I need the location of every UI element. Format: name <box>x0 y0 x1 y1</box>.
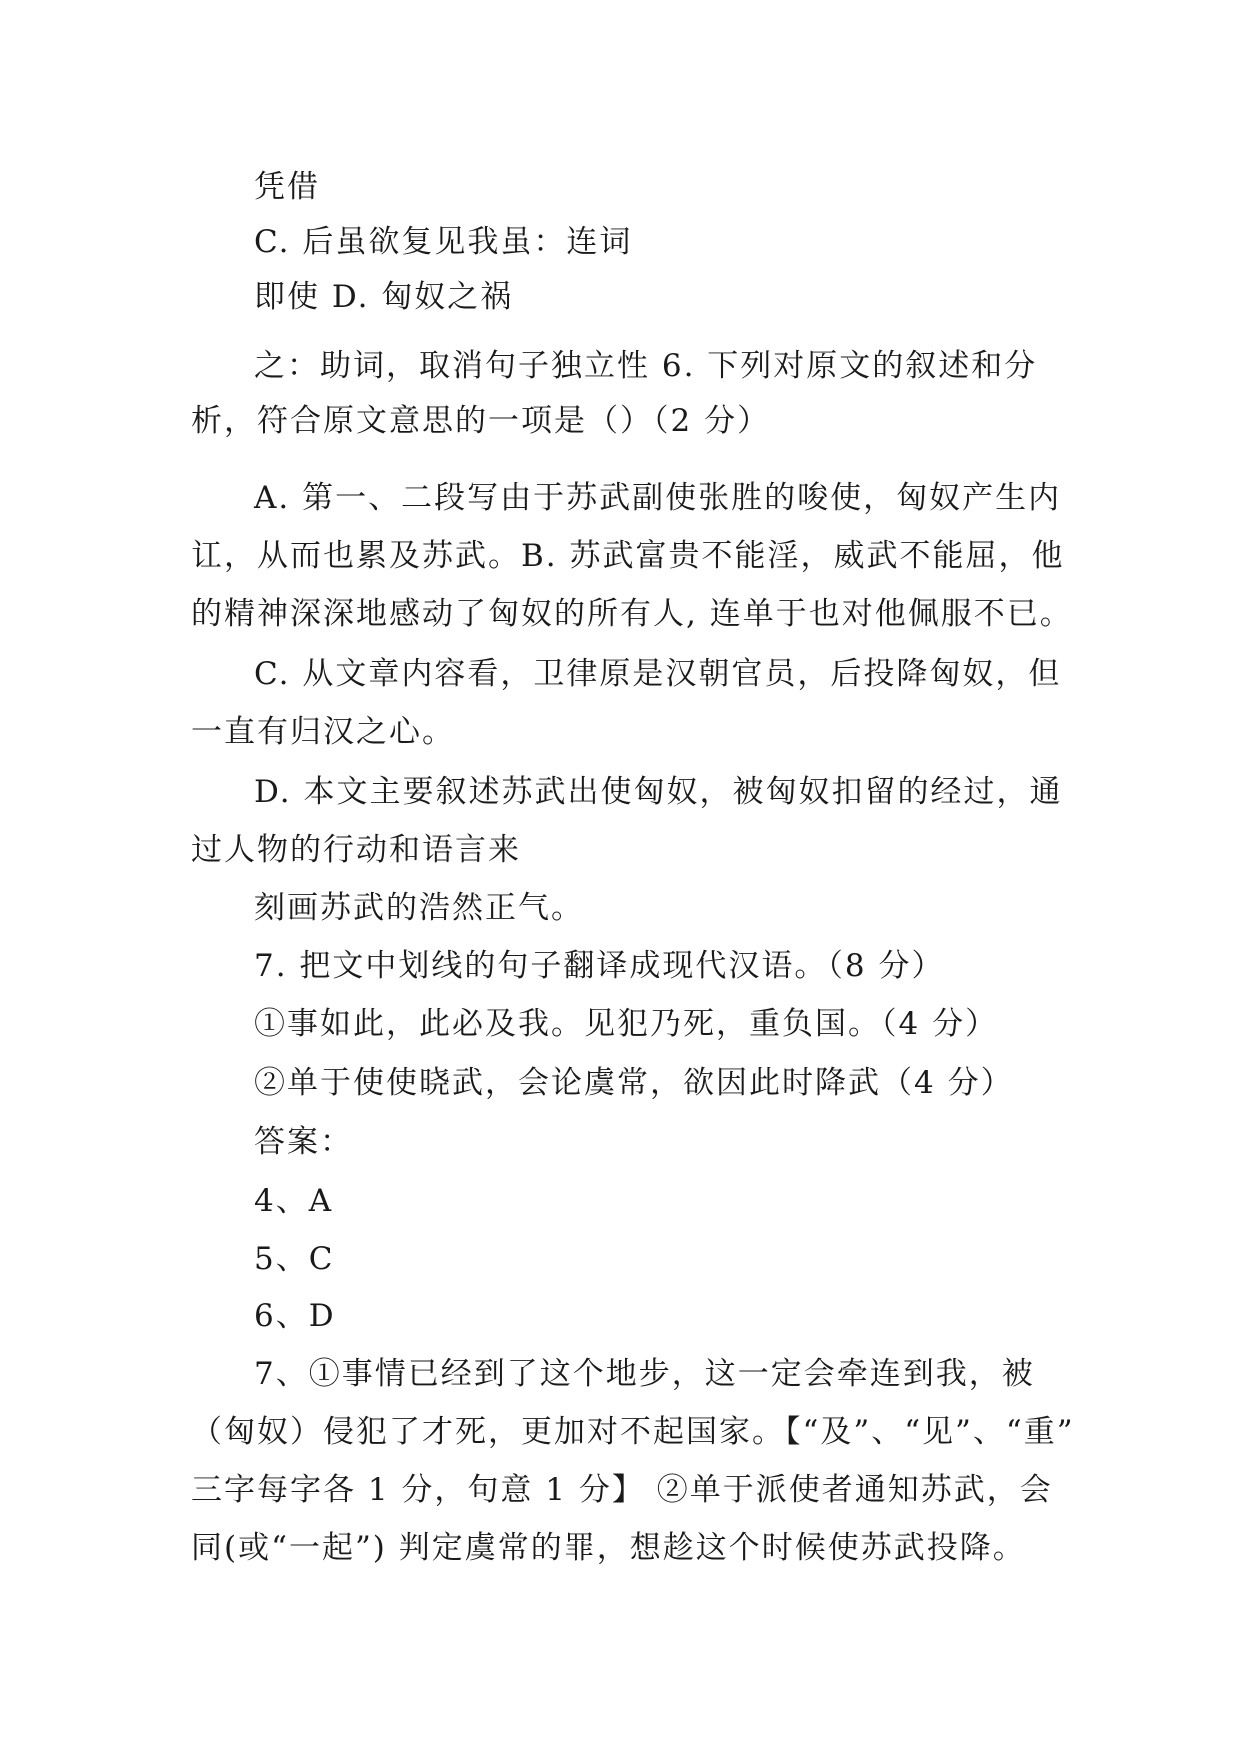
text-line-11: D. 本文主要叙述苏武出使匈奴，被匈奴扣留的经过，通 <box>254 774 1063 810</box>
text-line-23: 三字每字各 1 分，句意 1 分】 ②单于派使者通知苏武，会 <box>191 1472 1053 1508</box>
text-line-18: 4、A <box>254 1183 334 1219</box>
text-line-12: 过人物的行动和语言来 <box>191 832 521 868</box>
text-line-10: 一直有归汉之心。 <box>191 714 455 750</box>
text-line-21: 7、①事情已经到了这个地步，这一定会牵连到我，被 <box>254 1356 1035 1392</box>
text-line-14: 7. 把文中划线的句子翻译成现代汉语。（8 分） <box>254 948 945 984</box>
text-line-3: 即使 D. 匈奴之祸 <box>254 279 514 315</box>
text-line-6: A. 第一、二段写由于苏武副使张胜的唆使，匈奴产生内 <box>254 480 1062 516</box>
text-line-2: C. 后虽欲复见我虽：连词 <box>254 224 633 260</box>
text-line-9: C. 从文章内容看，卫律原是汉朝官员，后投降匈奴，但 <box>254 656 1062 692</box>
text-line-19: 5、C <box>254 1241 335 1277</box>
text-line-4: 之：助词，取消句子独立性 6. 下列对原文的叙述和分 <box>254 348 1038 384</box>
text-line-24: 同(或“一起”) 判定虞常的罪，想趁这个时候使苏武投降。 <box>191 1530 1026 1566</box>
text-line-8: 的精神深深地感动了匈奴的所有人, 连单于也对他佩服不已。 <box>191 596 1073 632</box>
text-line-20: 6、D <box>254 1298 336 1334</box>
text-line-22: （匈奴）侵犯了才死，更加对不起国家。【“及”、“见”、“重” <box>191 1414 1075 1450</box>
text-line-13: 刻画苏武的浩然正气。 <box>254 890 584 926</box>
text-line-16: ②单于使使晓武，会论虞常，欲因此时降武（4 分） <box>254 1065 1014 1101</box>
text-line-15: ①事如此，此必及我。见犯乃死，重负国。（4 分） <box>254 1006 999 1042</box>
text-line-7: 讧，从而也累及苏武。B. 苏武富贵不能淫，威武不能屈，他 <box>191 538 1065 574</box>
text-line-17: 答案： <box>254 1124 353 1160</box>
text-line-5: 析，符合原文意思的一项是（）（2 分） <box>191 403 771 439</box>
text-line-1: 凭借 <box>254 169 320 205</box>
